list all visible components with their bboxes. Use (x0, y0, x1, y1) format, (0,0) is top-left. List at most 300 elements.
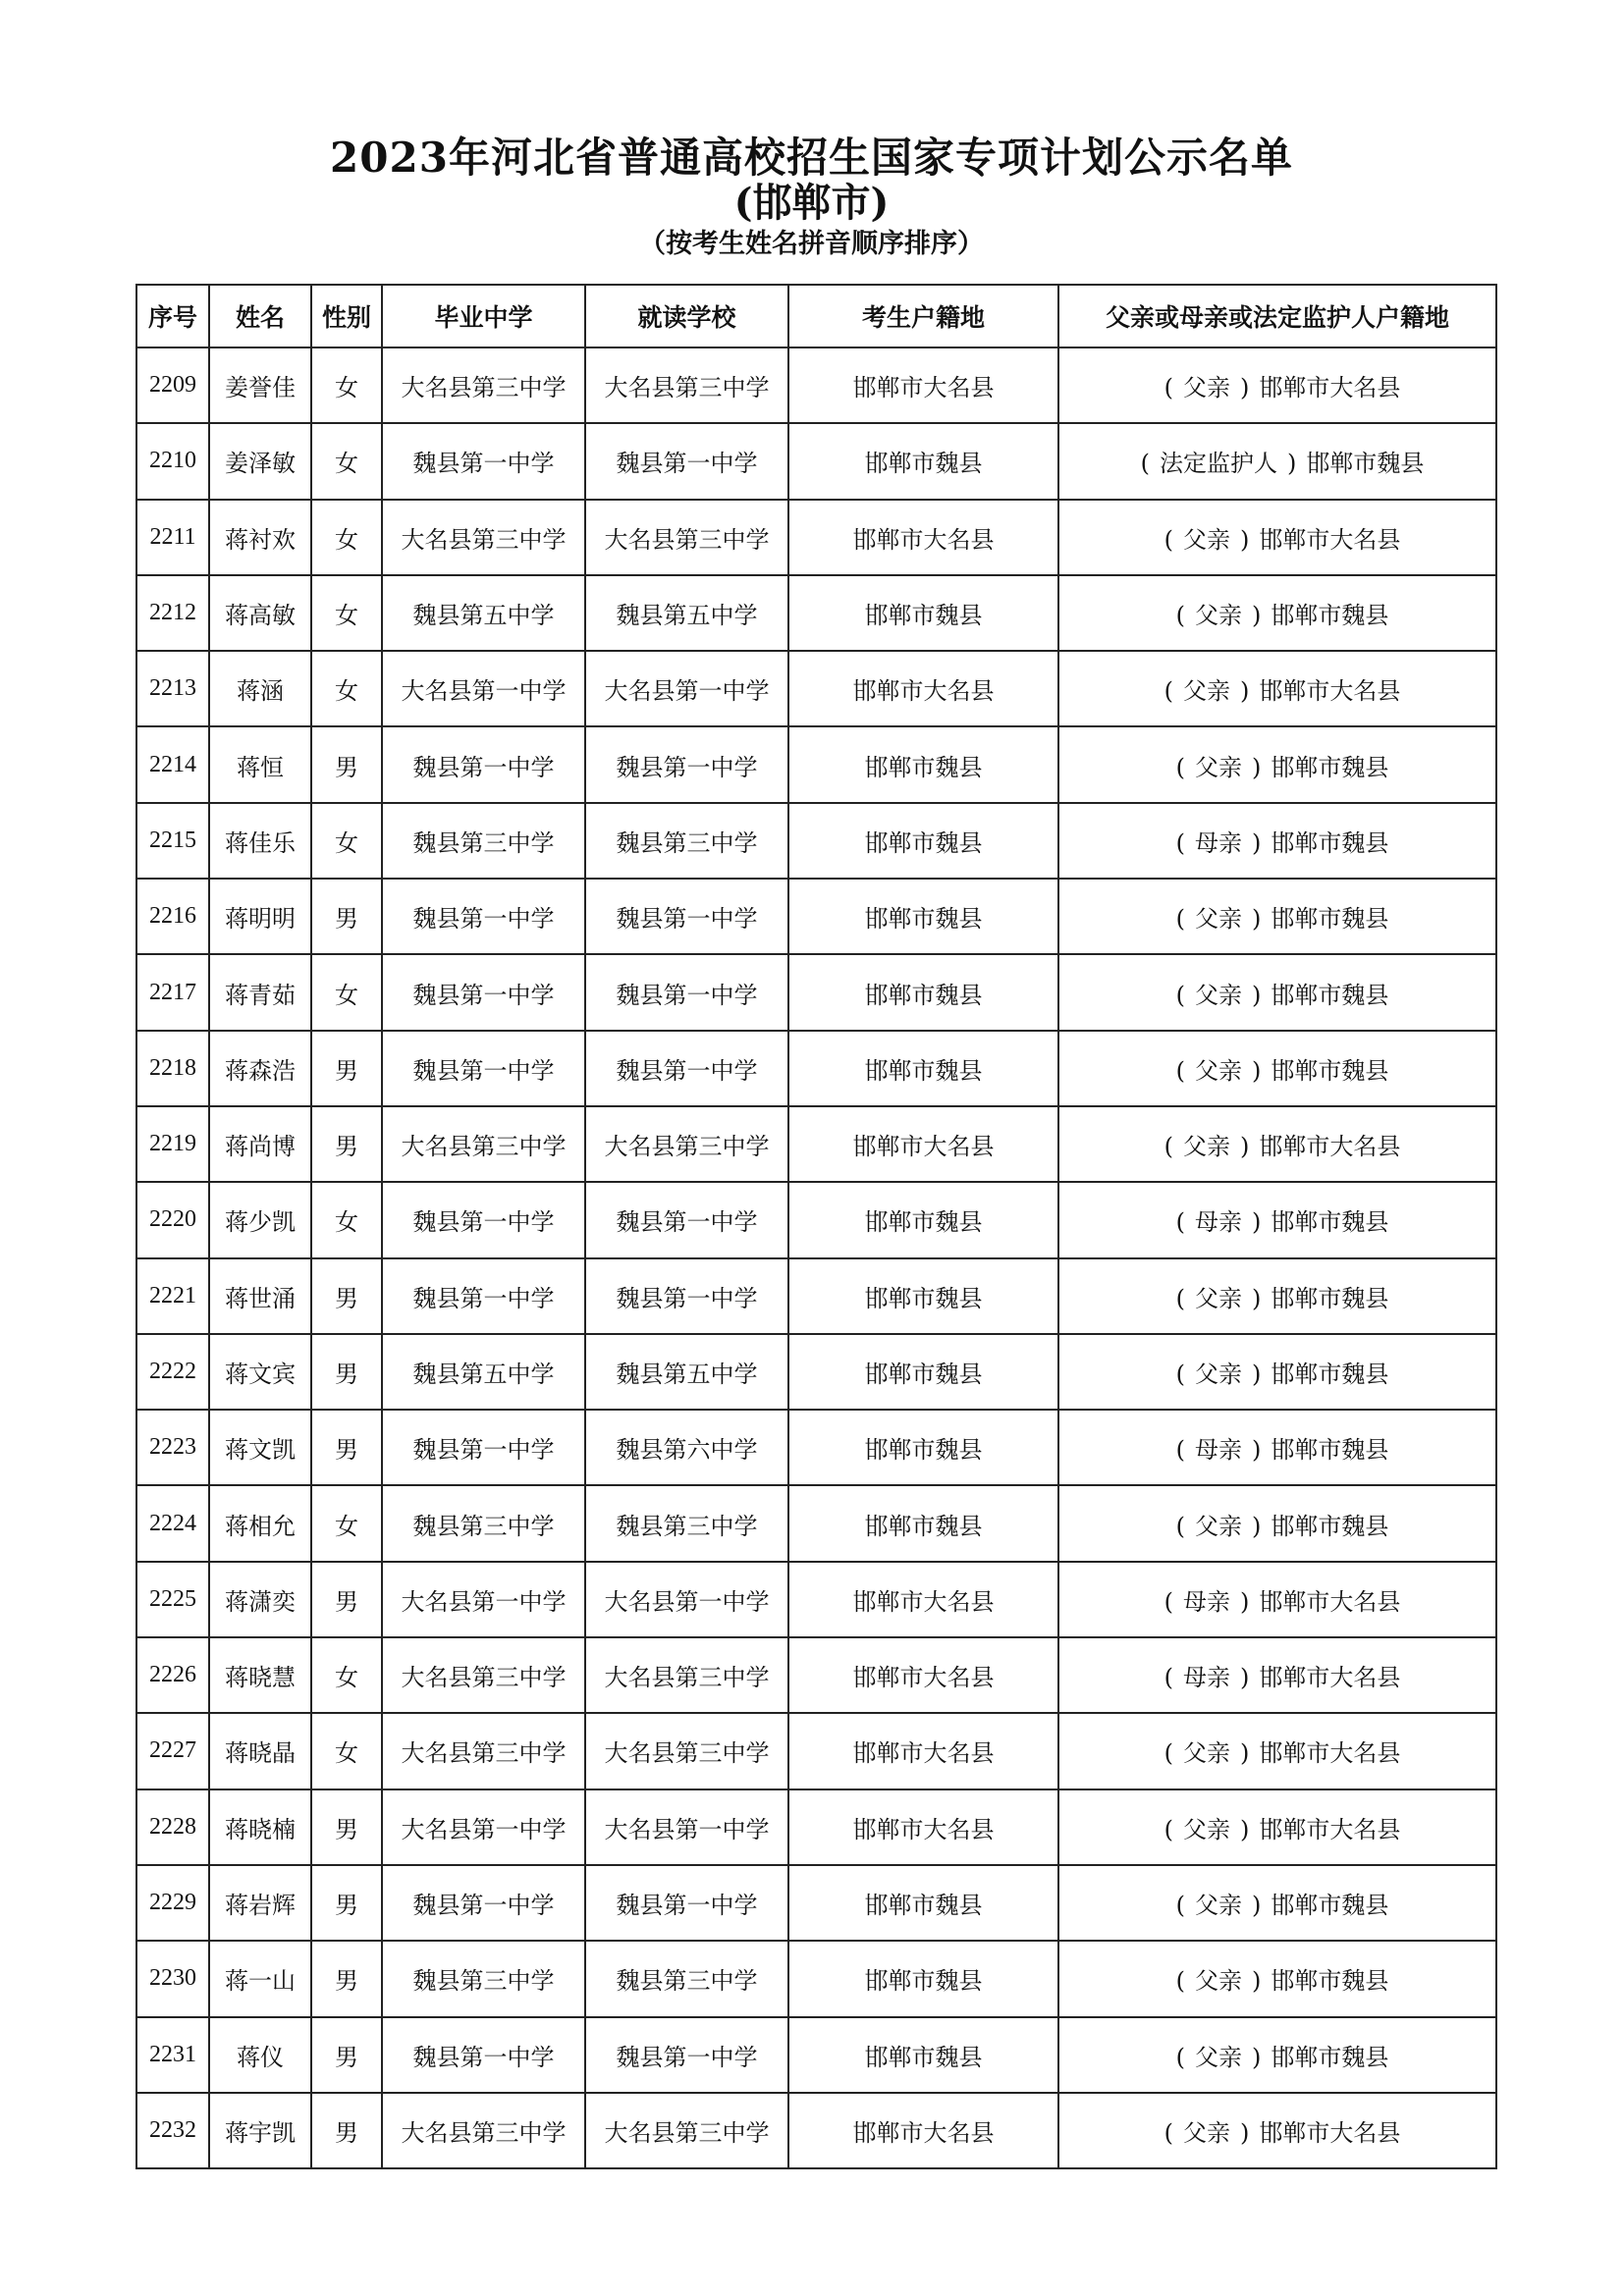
open-paren: ( (1175, 753, 1185, 781)
table-row (136, 1713, 1496, 1789)
guardian-relation: 法定监护人 (1160, 450, 1277, 478)
cell-hukou: 邯郸市魏县 (788, 879, 1058, 954)
cell-hukou: 邯郸市魏县 (788, 803, 1058, 879)
guardian-hukou: 邯郸市魏县 (1271, 1892, 1389, 1920)
close-paren: ) (1252, 828, 1262, 857)
cell-hukou: 邯郸市魏县 (788, 1334, 1058, 1410)
cell-gender: 女 (311, 954, 382, 1030)
cell-hukou: 邯郸市大名县 (788, 1713, 1058, 1789)
cell-grad-school: 魏县第一中学 (382, 423, 585, 499)
cell-current-school: 大名县第三中学 (585, 1106, 788, 1182)
header-cell-hukou: 考生户籍地 (788, 285, 1058, 347)
guardian-relation: 母亲 (1195, 828, 1242, 857)
guardian-hukou: 邯郸市大名县 (1259, 677, 1401, 706)
cell-guardian-hukou (1058, 1865, 1496, 1941)
guardian-relation: 父亲 (1183, 1739, 1230, 1768)
guardian-hukou: 邯郸市大名县 (1259, 1664, 1401, 1692)
cell-gender: 男 (311, 1106, 382, 1182)
cell-current-school: 魏县第六中学 (585, 1410, 788, 1485)
cell-current-school: 大名县第三中学 (585, 500, 788, 575)
cell-no: 2211 (136, 500, 209, 575)
cell-hukou: 邯郸市魏县 (788, 575, 1058, 651)
close-paren: ) (1252, 1361, 1262, 1388)
cell-current-school: 魏县第三中学 (585, 803, 788, 879)
cell-hukou: 邯郸市大名县 (788, 2093, 1058, 2168)
cell-no: 2219 (136, 1106, 209, 1182)
cell-no: 2225 (136, 1562, 209, 1637)
table-row (136, 575, 1496, 651)
cell-grad-school: 魏县第一中学 (382, 1865, 585, 1941)
guardian-relation: 父亲 (1195, 1284, 1242, 1312)
cell-grad-school: 大名县第一中学 (382, 651, 585, 726)
cell-current-school: 魏县第五中学 (585, 575, 788, 651)
cell-current-school: 魏县第一中学 (585, 954, 788, 1030)
header-cell-gender: 性别 (311, 285, 382, 347)
cell-current-school: 魏县第一中学 (585, 726, 788, 802)
cell-grad-school: 魏县第一中学 (382, 2017, 585, 2093)
cell-no: 2218 (136, 1031, 209, 1106)
header-cell-guardian-hukou: 父亲或母亲或法定监护人户籍地 (1058, 285, 1496, 347)
guardian-relation: 父亲 (1195, 905, 1242, 934)
cell-hukou: 邯郸市魏县 (788, 1258, 1058, 1334)
header-cell-grad-school: 毕业中学 (382, 285, 585, 347)
table-row (136, 423, 1496, 499)
cell-guardian-hukou (1058, 651, 1496, 726)
cell-current-school: 魏县第三中学 (585, 1485, 788, 1561)
cell-no: 2229 (136, 1865, 209, 1941)
cell-no: 2232 (136, 2093, 209, 2168)
header-row (136, 285, 1496, 347)
cell-hukou: 邯郸市魏县 (788, 1865, 1058, 1941)
table-row (136, 1258, 1496, 1334)
header-cell-no: 序号 (136, 285, 209, 347)
cell-no: 2216 (136, 879, 209, 954)
table-row (136, 347, 1496, 423)
cell-grad-school: 魏县第五中学 (382, 1334, 585, 1410)
guardian-relation: 母亲 (1183, 1587, 1230, 1616)
table-row (136, 1031, 1496, 1106)
cell-name: 蒋潇奕 (209, 1562, 311, 1637)
cell-current-school: 魏县第一中学 (585, 2017, 788, 2093)
cell-gender: 女 (311, 1485, 382, 1561)
cell-name: 蒋衬欢 (209, 500, 311, 575)
cell-gender: 女 (311, 1713, 382, 1789)
close-paren: ) (1240, 2118, 1250, 2147)
cell-guardian-hukou (1058, 1031, 1496, 1106)
cell-name: 蒋晓慧 (209, 1637, 311, 1713)
guardian-relation: 父亲 (1195, 981, 1242, 1009)
guardian-hukou: 邯郸市大名县 (1259, 374, 1401, 402)
cell-gender: 男 (311, 1789, 382, 1865)
cell-no: 2223 (136, 1410, 209, 1485)
cell-gender: 男 (311, 879, 382, 954)
guardian-relation: 母亲 (1195, 1208, 1242, 1237)
cell-current-school: 魏县第五中学 (585, 1334, 788, 1410)
guardian-hukou: 邯郸市大名县 (1259, 2118, 1401, 2147)
open-paren: ( (1175, 1512, 1185, 1540)
cell-name: 蒋佳乐 (209, 803, 311, 879)
table-row (136, 1106, 1496, 1182)
open-paren: ( (1163, 1133, 1173, 1161)
cell-no: 2228 (136, 1789, 209, 1865)
close-paren: ) (1240, 1133, 1250, 1161)
cell-gender: 女 (311, 803, 382, 879)
cell-name: 蒋宇凯 (209, 2093, 311, 2168)
cell-hukou: 邯郸市魏县 (788, 423, 1058, 499)
cell-gender: 女 (311, 1182, 382, 1257)
close-paren: ) (1240, 1587, 1250, 1616)
cell-current-school: 魏县第一中学 (585, 1865, 788, 1941)
cell-current-school: 魏县第一中学 (585, 1031, 788, 1106)
cell-name: 蒋青茹 (209, 954, 311, 1030)
table-row (136, 1941, 1496, 2016)
roster-table-container (135, 284, 1495, 2169)
open-paren: ( (1175, 1436, 1185, 1465)
table-body (136, 347, 1496, 2168)
close-paren: ) (1252, 905, 1262, 934)
cell-no: 2214 (136, 726, 209, 802)
close-paren: ) (1240, 1739, 1250, 1768)
cell-gender: 女 (311, 575, 382, 651)
cell-current-school: 大名县第一中学 (585, 1789, 788, 1865)
roster-table (135, 284, 1497, 2169)
guardian-relation: 父亲 (1183, 1815, 1230, 1843)
cell-gender: 男 (311, 1865, 382, 1941)
guardian-relation: 父亲 (1183, 677, 1230, 706)
page-subtitle: (邯郸市) (733, 180, 890, 226)
open-paren: ( (1163, 1739, 1173, 1768)
cell-gender: 男 (311, 2093, 382, 2168)
cell-current-school: 大名县第三中学 (585, 347, 788, 423)
cell-grad-school: 魏县第一中学 (382, 954, 585, 1030)
cell-guardian-hukou (1058, 575, 1496, 651)
cell-hukou: 邯郸市魏县 (788, 1410, 1058, 1485)
cell-grad-school: 魏县第三中学 (382, 1485, 585, 1561)
table-row (136, 1789, 1496, 1865)
guardian-relation: 父亲 (1183, 2118, 1230, 2147)
open-paren: ( (1175, 981, 1185, 1009)
cell-current-school: 大名县第一中学 (585, 651, 788, 726)
open-paren: ( (1175, 1892, 1185, 1920)
cell-grad-school: 魏县第一中学 (382, 1182, 585, 1257)
guardian-hukou: 邯郸市大名县 (1259, 1587, 1401, 1616)
cell-gender: 女 (311, 347, 382, 423)
close-paren: ) (1240, 525, 1250, 554)
cell-gender: 男 (311, 1410, 382, 1485)
guardian-hukou: 邯郸市魏县 (1271, 602, 1389, 630)
open-paren: ( (1140, 450, 1150, 478)
guardian-hukou: 邯郸市魏县 (1271, 753, 1389, 781)
table-row (136, 1485, 1496, 1561)
cell-current-school: 魏县第三中学 (585, 1941, 788, 2016)
cell-guardian-hukou (1058, 803, 1496, 879)
guardian-hukou: 邯郸市大名县 (1259, 1133, 1401, 1161)
close-paren: ) (1240, 677, 1250, 706)
cell-gender: 男 (311, 1258, 382, 1334)
table-row (136, 879, 1496, 954)
sort-note: （按考生姓名拼音顺序排序） (639, 229, 984, 259)
cell-name: 蒋文宾 (209, 1334, 311, 1410)
close-paren: ) (1252, 1892, 1262, 1920)
table-row (136, 1334, 1496, 1410)
close-paren: ) (1252, 1512, 1262, 1540)
close-paren: ) (1252, 2043, 1262, 2071)
cell-guardian-hukou (1058, 1713, 1496, 1789)
table-row (136, 1562, 1496, 1637)
open-paren: ( (1175, 828, 1185, 857)
cell-guardian-hukou (1058, 1485, 1496, 1561)
open-paren: ( (1175, 1284, 1185, 1312)
cell-grad-school: 魏县第五中学 (382, 575, 585, 651)
cell-grad-school: 大名县第三中学 (382, 2093, 585, 2168)
cell-hukou: 邯郸市大名县 (788, 500, 1058, 575)
cell-name: 蒋少凯 (209, 1182, 311, 1257)
cell-grad-school: 魏县第一中学 (382, 726, 585, 802)
cell-guardian-hukou (1058, 1258, 1496, 1334)
open-paren: ( (1175, 602, 1185, 630)
cell-gender: 女 (311, 500, 382, 575)
cell-no: 2230 (136, 1941, 209, 2016)
cell-current-school: 大名县第三中学 (585, 2093, 788, 2168)
cell-grad-school: 大名县第三中学 (382, 1637, 585, 1713)
cell-name: 姜誉佳 (209, 347, 311, 423)
cell-name: 蒋晓楠 (209, 1789, 311, 1865)
cell-name: 蒋仪 (209, 2017, 311, 2093)
table-row (136, 1410, 1496, 1485)
cell-name: 蒋尚博 (209, 1106, 311, 1182)
table-row (136, 2093, 1496, 2168)
table-row (136, 1637, 1496, 1713)
cell-gender: 男 (311, 1941, 382, 2016)
open-paren: ( (1175, 905, 1185, 934)
cell-name: 蒋恒 (209, 726, 311, 802)
cell-gender: 男 (311, 1031, 382, 1106)
guardian-hukou: 邯郸市魏县 (1271, 2043, 1389, 2071)
guardian-hukou: 邯郸市魏县 (1271, 905, 1389, 934)
guardian-relation: 父亲 (1195, 1967, 1242, 1996)
close-paren: ) (1240, 1664, 1250, 1692)
guardian-hukou: 邯郸市大名县 (1259, 1815, 1401, 1843)
close-paren: ) (1252, 1436, 1262, 1465)
cell-grad-school: 魏县第一中学 (382, 1410, 585, 1485)
table-row (136, 651, 1496, 726)
cell-grad-school: 大名县第一中学 (382, 1562, 585, 1637)
cell-hukou: 邯郸市魏县 (788, 726, 1058, 802)
cell-guardian-hukou (1058, 879, 1496, 954)
cell-guardian-hukou (1058, 2093, 1496, 2168)
cell-grad-school: 魏县第一中学 (382, 1031, 585, 1106)
table-header (136, 285, 1496, 347)
page-title: 2023年河北省普通高校招生国家专项计划公示名单 (330, 133, 1293, 182)
cell-current-school: 魏县第一中学 (585, 1182, 788, 1257)
cell-guardian-hukou (1058, 1410, 1496, 1485)
close-paren: ) (1287, 450, 1297, 478)
cell-no: 2215 (136, 803, 209, 879)
cell-name: 蒋相允 (209, 1485, 311, 1561)
open-paren: ( (1163, 677, 1173, 706)
guardian-relation: 父亲 (1195, 602, 1242, 630)
close-paren: ) (1252, 1967, 1262, 1996)
close-paren: ) (1252, 1284, 1262, 1312)
guardian-relation: 父亲 (1183, 374, 1230, 402)
cell-hukou: 邯郸市魏县 (788, 1182, 1058, 1257)
guardian-hukou: 邯郸市魏县 (1271, 1967, 1389, 1996)
guardian-hukou: 邯郸市大名县 (1259, 525, 1401, 554)
cell-hukou: 邯郸市大名县 (788, 1637, 1058, 1713)
open-paren: ( (1163, 1664, 1173, 1692)
open-paren: ( (1175, 1967, 1185, 1996)
cell-guardian-hukou (1058, 347, 1496, 423)
guardian-relation: 父亲 (1195, 753, 1242, 781)
cell-hukou: 邯郸市魏县 (788, 1941, 1058, 2016)
cell-gender: 女 (311, 423, 382, 499)
cell-current-school: 大名县第三中学 (585, 1713, 788, 1789)
cell-name: 蒋高敏 (209, 575, 311, 651)
cell-no: 2226 (136, 1637, 209, 1713)
cell-no: 2222 (136, 1334, 209, 1410)
open-paren: ( (1175, 1056, 1185, 1085)
cell-no: 2212 (136, 575, 209, 651)
cell-guardian-hukou (1058, 726, 1496, 802)
guardian-hukou: 邯郸市魏县 (1271, 1284, 1389, 1312)
open-paren: ( (1163, 525, 1173, 554)
guardian-hukou: 邯郸市魏县 (1271, 1436, 1389, 1465)
cell-grad-school: 大名县第一中学 (382, 1789, 585, 1865)
open-paren: ( (1175, 1361, 1185, 1388)
cell-name: 蒋晓晶 (209, 1713, 311, 1789)
close-paren: ) (1240, 1815, 1250, 1843)
cell-grad-school: 魏县第一中学 (382, 1258, 585, 1334)
header-cell-current-school: 就读学校 (585, 285, 788, 347)
cell-gender: 男 (311, 1334, 382, 1410)
cell-guardian-hukou (1058, 1789, 1496, 1865)
open-paren: ( (1175, 2043, 1185, 2071)
cell-gender: 女 (311, 1637, 382, 1713)
cell-current-school: 魏县第一中学 (585, 423, 788, 499)
guardian-hukou: 邯郸市大名县 (1259, 1739, 1401, 1768)
cell-gender: 男 (311, 1562, 382, 1637)
cell-hukou: 邯郸市魏县 (788, 1485, 1058, 1561)
cell-name: 蒋岩辉 (209, 1865, 311, 1941)
cell-no: 2220 (136, 1182, 209, 1257)
close-paren: ) (1252, 981, 1262, 1009)
guardian-hukou: 邯郸市魏县 (1271, 828, 1389, 857)
close-paren: ) (1252, 602, 1262, 630)
guardian-relation: 父亲 (1183, 1133, 1230, 1161)
cell-grad-school: 大名县第三中学 (382, 500, 585, 575)
cell-name: 蒋世涌 (209, 1258, 311, 1334)
cell-guardian-hukou (1058, 1941, 1496, 2016)
guardian-relation: 父亲 (1195, 1056, 1242, 1085)
guardian-relation: 父亲 (1195, 2043, 1242, 2071)
cell-no: 2221 (136, 1258, 209, 1334)
guardian-hukou: 邯郸市魏县 (1271, 1056, 1389, 1085)
cell-no: 2209 (136, 347, 209, 423)
cell-guardian-hukou (1058, 1334, 1496, 1410)
cell-name: 蒋一山 (209, 1941, 311, 2016)
cell-gender: 女 (311, 651, 382, 726)
cell-gender: 男 (311, 2017, 382, 2093)
cell-guardian-hukou (1058, 500, 1496, 575)
cell-grad-school: 大名县第三中学 (382, 347, 585, 423)
cell-name: 蒋涵 (209, 651, 311, 726)
open-paren: ( (1175, 1208, 1185, 1237)
cell-guardian-hukou (1058, 1182, 1496, 1257)
cell-no: 2231 (136, 2017, 209, 2093)
cell-guardian-hukou (1058, 1106, 1496, 1182)
cell-guardian-hukou (1058, 2017, 1496, 2093)
cell-hukou: 邯郸市大名县 (788, 1562, 1058, 1637)
guardian-relation: 父亲 (1195, 1361, 1242, 1388)
cell-no: 2217 (136, 954, 209, 1030)
guardian-relation: 母亲 (1183, 1664, 1230, 1692)
cell-no: 2210 (136, 423, 209, 499)
cell-name: 蒋文凯 (209, 1410, 311, 1485)
cell-guardian-hukou (1058, 1637, 1496, 1713)
table-row (136, 954, 1496, 1030)
cell-gender: 男 (311, 726, 382, 802)
cell-guardian-hukou (1058, 1562, 1496, 1637)
table-row (136, 2017, 1496, 2093)
cell-grad-school: 大名县第三中学 (382, 1713, 585, 1789)
guardian-hukou: 邯郸市魏县 (1271, 1512, 1389, 1540)
cell-name: 蒋明明 (209, 879, 311, 954)
cell-current-school: 大名县第一中学 (585, 1562, 788, 1637)
cell-grad-school: 魏县第三中学 (382, 1941, 585, 2016)
cell-no: 2213 (136, 651, 209, 726)
guardian-hukou: 邯郸市魏县 (1271, 1361, 1389, 1388)
cell-grad-school: 魏县第一中学 (382, 879, 585, 954)
close-paren: ) (1252, 753, 1262, 781)
cell-grad-school: 魏县第三中学 (382, 803, 585, 879)
cell-hukou: 邯郸市大名县 (788, 1106, 1058, 1182)
cell-guardian-hukou (1058, 423, 1496, 499)
table-row (136, 500, 1496, 575)
guardian-relation: 母亲 (1195, 1436, 1242, 1465)
cell-hukou: 邯郸市大名县 (788, 347, 1058, 423)
cell-guardian-hukou (1058, 954, 1496, 1030)
header-cell-name: 姓名 (209, 285, 311, 347)
cell-name: 姜泽敏 (209, 423, 311, 499)
cell-hukou: 邯郸市大名县 (788, 651, 1058, 726)
guardian-hukou: 邯郸市魏县 (1306, 450, 1425, 478)
guardian-hukou: 邯郸市魏县 (1271, 981, 1389, 1009)
guardian-hukou: 邯郸市魏县 (1271, 1208, 1389, 1237)
open-paren: ( (1163, 1587, 1173, 1616)
cell-current-school: 魏县第一中学 (585, 879, 788, 954)
guardian-relation: 父亲 (1195, 1892, 1242, 1920)
close-paren: ) (1240, 374, 1250, 402)
table-row (136, 803, 1496, 879)
close-paren: ) (1252, 1056, 1262, 1085)
guardian-relation: 父亲 (1183, 525, 1230, 554)
cell-current-school: 魏县第一中学 (585, 1258, 788, 1334)
guardian-relation: 父亲 (1195, 1512, 1242, 1540)
cell-hukou: 邯郸市大名县 (788, 1789, 1058, 1865)
cell-name: 蒋森浩 (209, 1031, 311, 1106)
cell-no: 2227 (136, 1713, 209, 1789)
cell-current-school: 大名县第三中学 (585, 1637, 788, 1713)
cell-hukou: 邯郸市魏县 (788, 1031, 1058, 1106)
open-paren: ( (1163, 2118, 1173, 2147)
cell-hukou: 邯郸市魏县 (788, 2017, 1058, 2093)
cell-hukou: 邯郸市魏县 (788, 954, 1058, 1030)
cell-no: 2224 (136, 1485, 209, 1561)
open-paren: ( (1163, 374, 1173, 402)
close-paren: ) (1252, 1208, 1262, 1237)
table-row (136, 1865, 1496, 1941)
table-row (136, 1182, 1496, 1257)
